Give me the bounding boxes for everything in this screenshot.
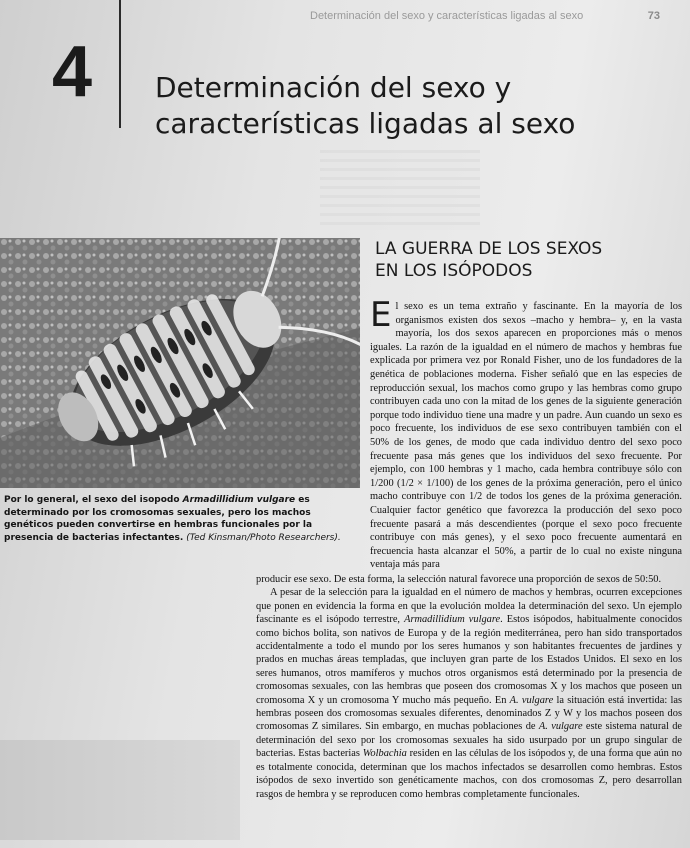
section-title-line-2: EN LOS ISÓPODOS [375, 261, 533, 281]
isopod-photo [0, 238, 360, 488]
fraction-3: 1/2 [468, 491, 483, 503]
fraction-1: 1/200 [370, 477, 394, 489]
fraction-2: (1/2 × 1/100) [397, 477, 454, 489]
running-head: Determinación del sexo y características ligadas al sexo [310, 10, 584, 22]
isopod-illustration [0, 238, 360, 488]
species-abbrev-1: A. vulgare [509, 694, 554, 706]
species-abbrev-2: A. vulgare [538, 721, 583, 733]
intro-paragraph [370, 295, 682, 572]
body-paragraph-2 [256, 573, 682, 801]
paragraph-2-part-a: A pesar de la selección para la igualdad en el número de machos y hembras, ocurren excepciones que ponen en evidencia la forma en que la evolución moldea la determinación del sexo. Un ejemplo fascinante es el isópodo terrestre, [256, 587, 682, 626]
paragraph-1-continuation: producir ese sexo. De esta forma, la selección natural favorece una proporción de sexos de 50:50. [256, 574, 662, 585]
bleed-through-left [0, 740, 240, 840]
paragraph-2-part-e: residen en las células de los isópodos y, de una forma que aún no es totalmente conocida, determinan que los machos infectados se desarrollen como hembras. Estos isópodos de sexo invertido son genéticamente machos, con dos cromosomas Z, pero desarrollan rasgos de hembra y se reproducen como hembras completamente funcionales. [256, 748, 682, 800]
caption-text-2: es determinado por los cromosomas sexuales, pero los machos genéticos pueden convertirse en hembras funcionales por la presencia de bacterias infectantes. [4, 495, 313, 543]
chapter-title [155, 70, 675, 142]
caption-species: Armadillidium vulgare [182, 495, 296, 505]
section-title-line-1: LA GUERRA DE LOS SEXOS [375, 239, 603, 259]
paragraph-1-part-b: de los genes de la próxima generación, pero el único macho contribuye con [370, 477, 682, 503]
chapter-title-line-2: características ligadas al sexo [155, 107, 576, 140]
species-name: Armadillidium vulgare [404, 614, 501, 626]
paragraph-2-part-b: . Estos isópodos, habitualmente conocidos como bichos bolita, son nativos de Europa y de la región mediterránea, pero han sido transportados accidentalmente a todo el mundo por los seres humanos y son habitantes frecuentes de jardines y prados en muchas áreas templadas, que incluyen gran parte de los Estados Unidos. El sexo en los seres humanos, otros mamíferos y muchos otros organismos está determinado por la presencia de cromosomas sexuales, con las hembras que poseen dos cromosomas X y los machos que poseen un cromosoma X y un cromosoma Y mucho más pequeño. En [256, 614, 682, 706]
paragraph-1-part-a: l sexo es un tema extraño y fascinante. En la mayoría de los organismos existen dos sexos –macho y hembra– y, en la vasta mayoría, los dos sexos aparecen en proporciones más o menos iguales. La razón de la igualdad en el número de machos y hembras fue explicada por primera vez por Ronald Fisher, uno de los fundadores de la genética de poblaciones moderna. Fisher señaló que en las especies de reproducción sexual, los machos como grupo y las hembras como grupo contribuyen cada uno con la mitad de los genes de la siguiente generación porque todo individuo tiene una madre y un padre. Aun cuando un sexo es poco frecuente, los individuos de ese sexo contribuyen también con el 50% de los genes, de modo que cada individuo dentro del sexo poco frecuente pasa más genes que los individuos del sexo frecuente. Por ejemplo, con 100 hembras y 1 macho, cada hembra contribuye sólo con [370, 301, 682, 476]
caption-text-1: Por lo general, el sexo del isopodo [4, 495, 183, 505]
chapter-divider [119, 0, 121, 128]
caption-credit: (Ted Kinsman/Photo Researchers). [186, 532, 341, 543]
section-title [375, 238, 675, 282]
paragraph-2-part-c: la situación está invertida: las hembras poseen dos cromosomas sexuales diferentes, denominados Z y W y los machos poseen dos cromosomas Z similares. Sin embargo, en muchas poblaciones de [256, 694, 682, 733]
figure-caption [4, 494, 350, 544]
bacteria-name: Wolbachia [362, 748, 407, 760]
bleed-through-text [320, 150, 480, 230]
drop-cap: E [370, 295, 392, 335]
paragraph-1-part-c-start: de todos los genes de la próxima generación. Cualquier factor genético que favorezca la producción del sexo poco frecuente pasará a más descendientes (porque el sexo poco frecuente contribuye con más genes), y el sexo poco frecuente aumentará en frecuencia hasta alcanzar el 50%, a partir de lo cual no existe ninguna ventaja más para [370, 491, 682, 571]
chapter-number: 4 [52, 32, 93, 112]
chapter-title-line-1: Determinación del sexo y [155, 71, 512, 104]
page-number: 73 [647, 10, 660, 22]
paragraph-2-part-d: este sistema natural de determinación del sexo por los cromosomas sexuales ha sido usurpado por un grupo singular de bacterias. Estas bacterias [256, 721, 683, 760]
